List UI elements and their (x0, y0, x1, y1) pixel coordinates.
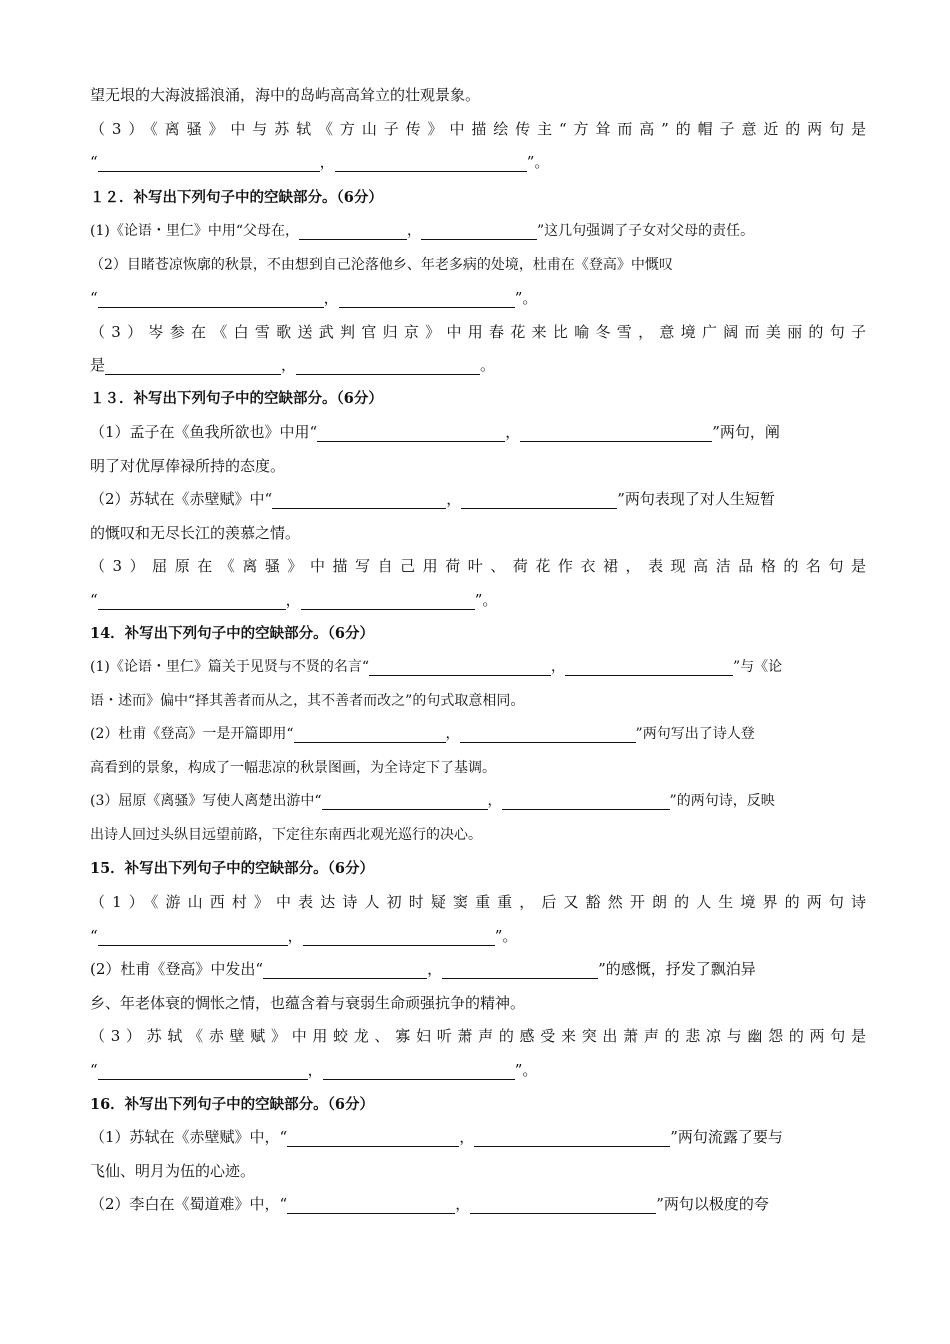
fill-in-line: （2）苏轼在《赤壁赋》中“ ， ”两句表现了对人生短暂 (90, 490, 775, 508)
fill-in-line: （1）孟子在《鱼我所欲也》中用“ ， ”两句，阐 (90, 423, 780, 441)
answer-blank[interactable] (303, 927, 495, 946)
answer-blank[interactable] (296, 356, 480, 375)
fill-in-line: （2）李白在《蜀道难》中，“ ， ”两句以极度的夸 (90, 1195, 769, 1213)
section-heading: １２．补写出下列句子中的空缺部分。（6分） (90, 189, 383, 206)
answer-blank[interactable] (98, 927, 288, 946)
answer-blank[interactable] (287, 1128, 459, 1147)
section-heading: １３．补写出下列句子中的空缺部分。（6分） (90, 390, 383, 407)
fill-in-line: “ ， ”。 (90, 153, 550, 171)
question-text: （3）屈原在《离骚》中描写自己用荷叶、荷花作衣裙，表现高洁品格的名句是 (90, 557, 866, 575)
text-line: 乡、年老体衰的惆怅之情，也蕴含着与衰弱生命顽强抗争的精神。 (90, 994, 526, 1012)
answer-blank[interactable] (98, 1061, 308, 1080)
answer-blank[interactable] (105, 356, 281, 375)
answer-blank[interactable] (287, 1195, 455, 1214)
answer-blank[interactable] (98, 153, 320, 172)
fill-in-line: “ ， ”。 (90, 591, 498, 609)
answer-blank[interactable] (294, 724, 446, 743)
text-line: 望无垠的大海波摇浪涌，海中的岛屿高高耸立的壮观景象。 (90, 86, 481, 104)
fill-in-line: “ ， ”。 (90, 289, 538, 307)
answer-blank[interactable] (317, 423, 505, 442)
fill-in-line: (3）屈原《离骚》写使人离楚出游中“ ， ”的两句诗，反映 (90, 793, 775, 809)
answer-blank[interactable] (263, 960, 427, 979)
answer-blank[interactable] (461, 490, 617, 509)
text-line: 高看到的景象，构成了一幅悲凉的秋景图画，为全诗定下了基调。 (90, 760, 496, 776)
answer-blank[interactable] (98, 289, 324, 308)
answer-blank[interactable] (520, 423, 712, 442)
answer-blank[interactable] (339, 289, 515, 308)
fill-in-line: 是 ， 。 (90, 356, 496, 374)
answer-blank[interactable] (460, 724, 636, 743)
answer-blank[interactable] (272, 490, 446, 509)
fill-in-line: “ ， ”。 (90, 927, 518, 945)
answer-blank[interactable] (299, 221, 407, 240)
answer-blank[interactable] (442, 960, 598, 979)
answer-blank[interactable] (335, 153, 527, 172)
question-text: （1）《游山西村》中表达诗人初时疑窦重重，后又豁然开朗的人生境界的两句诗 (90, 893, 866, 911)
section-heading: 16．补写出下列句子中的空缺部分。（6分） (90, 1096, 375, 1113)
answer-blank[interactable] (474, 1128, 670, 1147)
answer-blank[interactable] (369, 657, 551, 676)
answer-blank[interactable] (502, 791, 670, 810)
answer-blank[interactable] (98, 591, 286, 610)
answer-blank[interactable] (323, 1061, 515, 1080)
answer-blank[interactable] (421, 221, 537, 240)
text-line: 飞仙、明月为伍的心迹。 (90, 1162, 256, 1180)
answer-blank[interactable] (301, 591, 475, 610)
section-heading: 15．补写出下列句子中的空缺部分。（6分） (90, 860, 375, 877)
fill-in-line: (1)《论语・里仁》篇关于见贤与不贤的名言“ ， ”与《论 (90, 659, 783, 675)
text-line: 语・述而》偏中“择其善者而从之，其不善者而改之”的句式取意相同。 (90, 693, 525, 709)
fill-in-line: (2）杜甫《登高》一是开篇即用“ ， ”两句写出了诗人登 (90, 726, 755, 742)
text-line: 明了对优厚俸禄所持的态度。 (90, 457, 286, 475)
section-heading: 14．补写出下列句子中的空缺部分。（6分） (90, 625, 375, 642)
answer-blank[interactable] (470, 1195, 656, 1214)
question-text: （2）目睹苍凉恢廓的秋景，不由想到自己沦落他乡、年老多病的处境，杜甫在《登高》中慨叹 (90, 257, 673, 273)
question-text: （3）苏轼《赤壁赋》中用蛟龙、寡妇听萧声的感受来突出萧声的悲凉与幽怨的两句是 (90, 1027, 866, 1045)
text-line: 出诗人回过头纵目远望前路，下定往东南西北观光巡行的决心。 (90, 827, 482, 843)
text-line: 的慨叹和无尽长江的羡慕之情。 (90, 524, 301, 542)
fill-in-line: （1）苏轼在《赤壁赋》中，“ ， ”两句流露了要与 (90, 1128, 783, 1146)
fill-in-line: (2）杜甫《登高》中发出“ ， ”的感慨，抒发了飘泊异 (90, 960, 756, 978)
question-text: （3）岑参在《白雪歌送武判官归京》中用春花来比喻冬雪，意境广阔而美丽的句子 (90, 323, 866, 341)
answer-blank[interactable] (565, 657, 733, 676)
fill-in-line: (1)《论语・里仁》中用“父母在， ， ”这几句强调了子女对父母的责任。 (90, 223, 755, 239)
answer-blank[interactable] (322, 791, 488, 810)
question-text: （3）《离骚》中与苏轼《方山子传》中描绘传主“方耸而高”的帽子意近的两句是 (90, 120, 866, 138)
fill-in-line: “ ， ”。 (90, 1061, 538, 1079)
